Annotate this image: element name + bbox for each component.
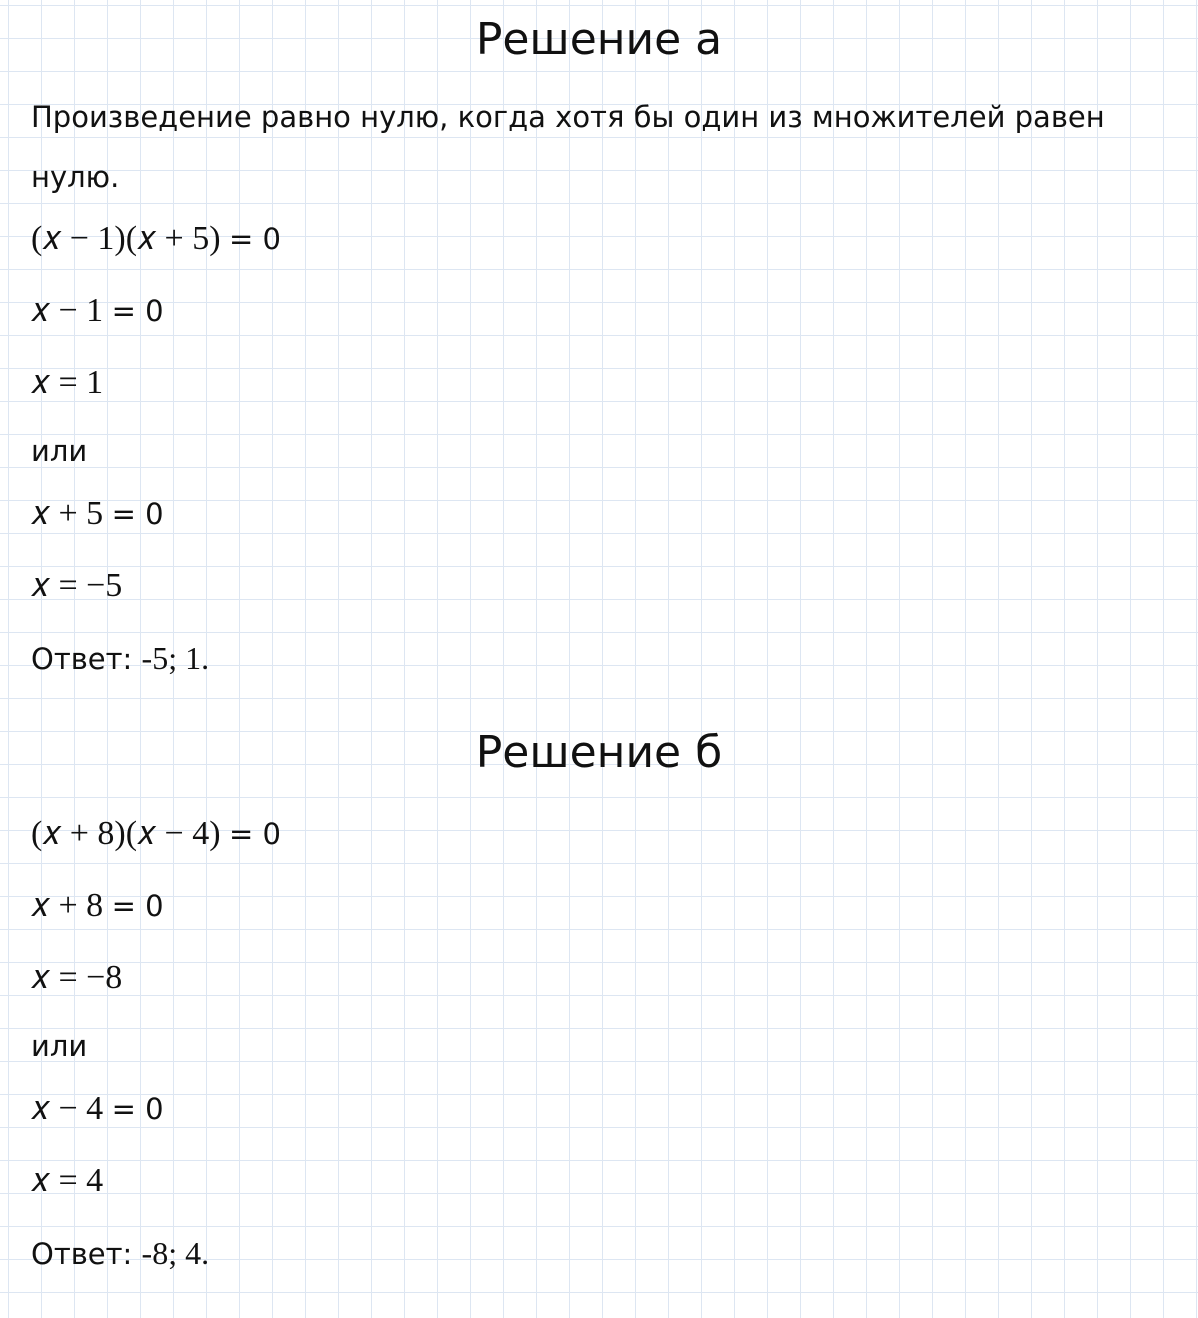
equation-a-1 (31, 220, 281, 258)
equation-a-4-lhs: 𝑥 + 5 (31, 495, 104, 532)
equation-a-1-lhs: (𝑥 − 1)(𝑥 + 5) (31, 220, 221, 257)
equation-a-4-rhs: = 0 (111, 497, 164, 531)
or-text-a: или (31, 434, 88, 468)
answer-a-label: Ответ: (31, 642, 142, 676)
intro-text-line-2: нулю. (31, 160, 120, 194)
equation-b-1-rhs: = 0 (229, 817, 281, 851)
answer-b (31, 1235, 209, 1272)
intro-text-line-1: Произведение равно нулю, когда хотя бы один из множителей равен (31, 100, 1105, 134)
equation-b-5: 𝑥 = 4 (31, 1162, 104, 1199)
equation-b-2-rhs: = 0 (111, 889, 164, 923)
answer-a (31, 640, 209, 677)
equation-b-4 (31, 1090, 164, 1128)
answer-a-value: -5; 1. (141, 640, 210, 676)
solution-a-title: Решение а (475, 14, 723, 65)
equation-a-2-rhs: = 0 (111, 294, 164, 328)
equation-b-4-rhs: = 0 (111, 1092, 164, 1126)
equation-a-2-lhs: 𝑥 − 1 (31, 292, 104, 329)
equation-a-4 (31, 495, 164, 533)
equation-a-2 (31, 292, 164, 330)
answer-b-label: Ответ: (31, 1237, 142, 1271)
solution-b-title: Решение б (475, 727, 723, 778)
equation-b-1 (31, 815, 281, 853)
equation-a-3: 𝑥 = 1 (31, 364, 104, 401)
equation-b-4-lhs: 𝑥 − 4 (31, 1090, 104, 1127)
equation-b-3: 𝑥 = −8 (31, 959, 123, 996)
equation-a-5: 𝑥 = −5 (31, 567, 123, 604)
equation-b-2-lhs: 𝑥 + 8 (31, 887, 104, 924)
equation-a-1-rhs: = 0 (229, 222, 281, 256)
equation-b-2 (31, 887, 164, 925)
answer-b-value: -8; 4. (141, 1235, 210, 1271)
or-text-b: или (31, 1029, 88, 1063)
equation-b-1-lhs: (𝑥 + 8)(𝑥 − 4) (31, 815, 221, 852)
